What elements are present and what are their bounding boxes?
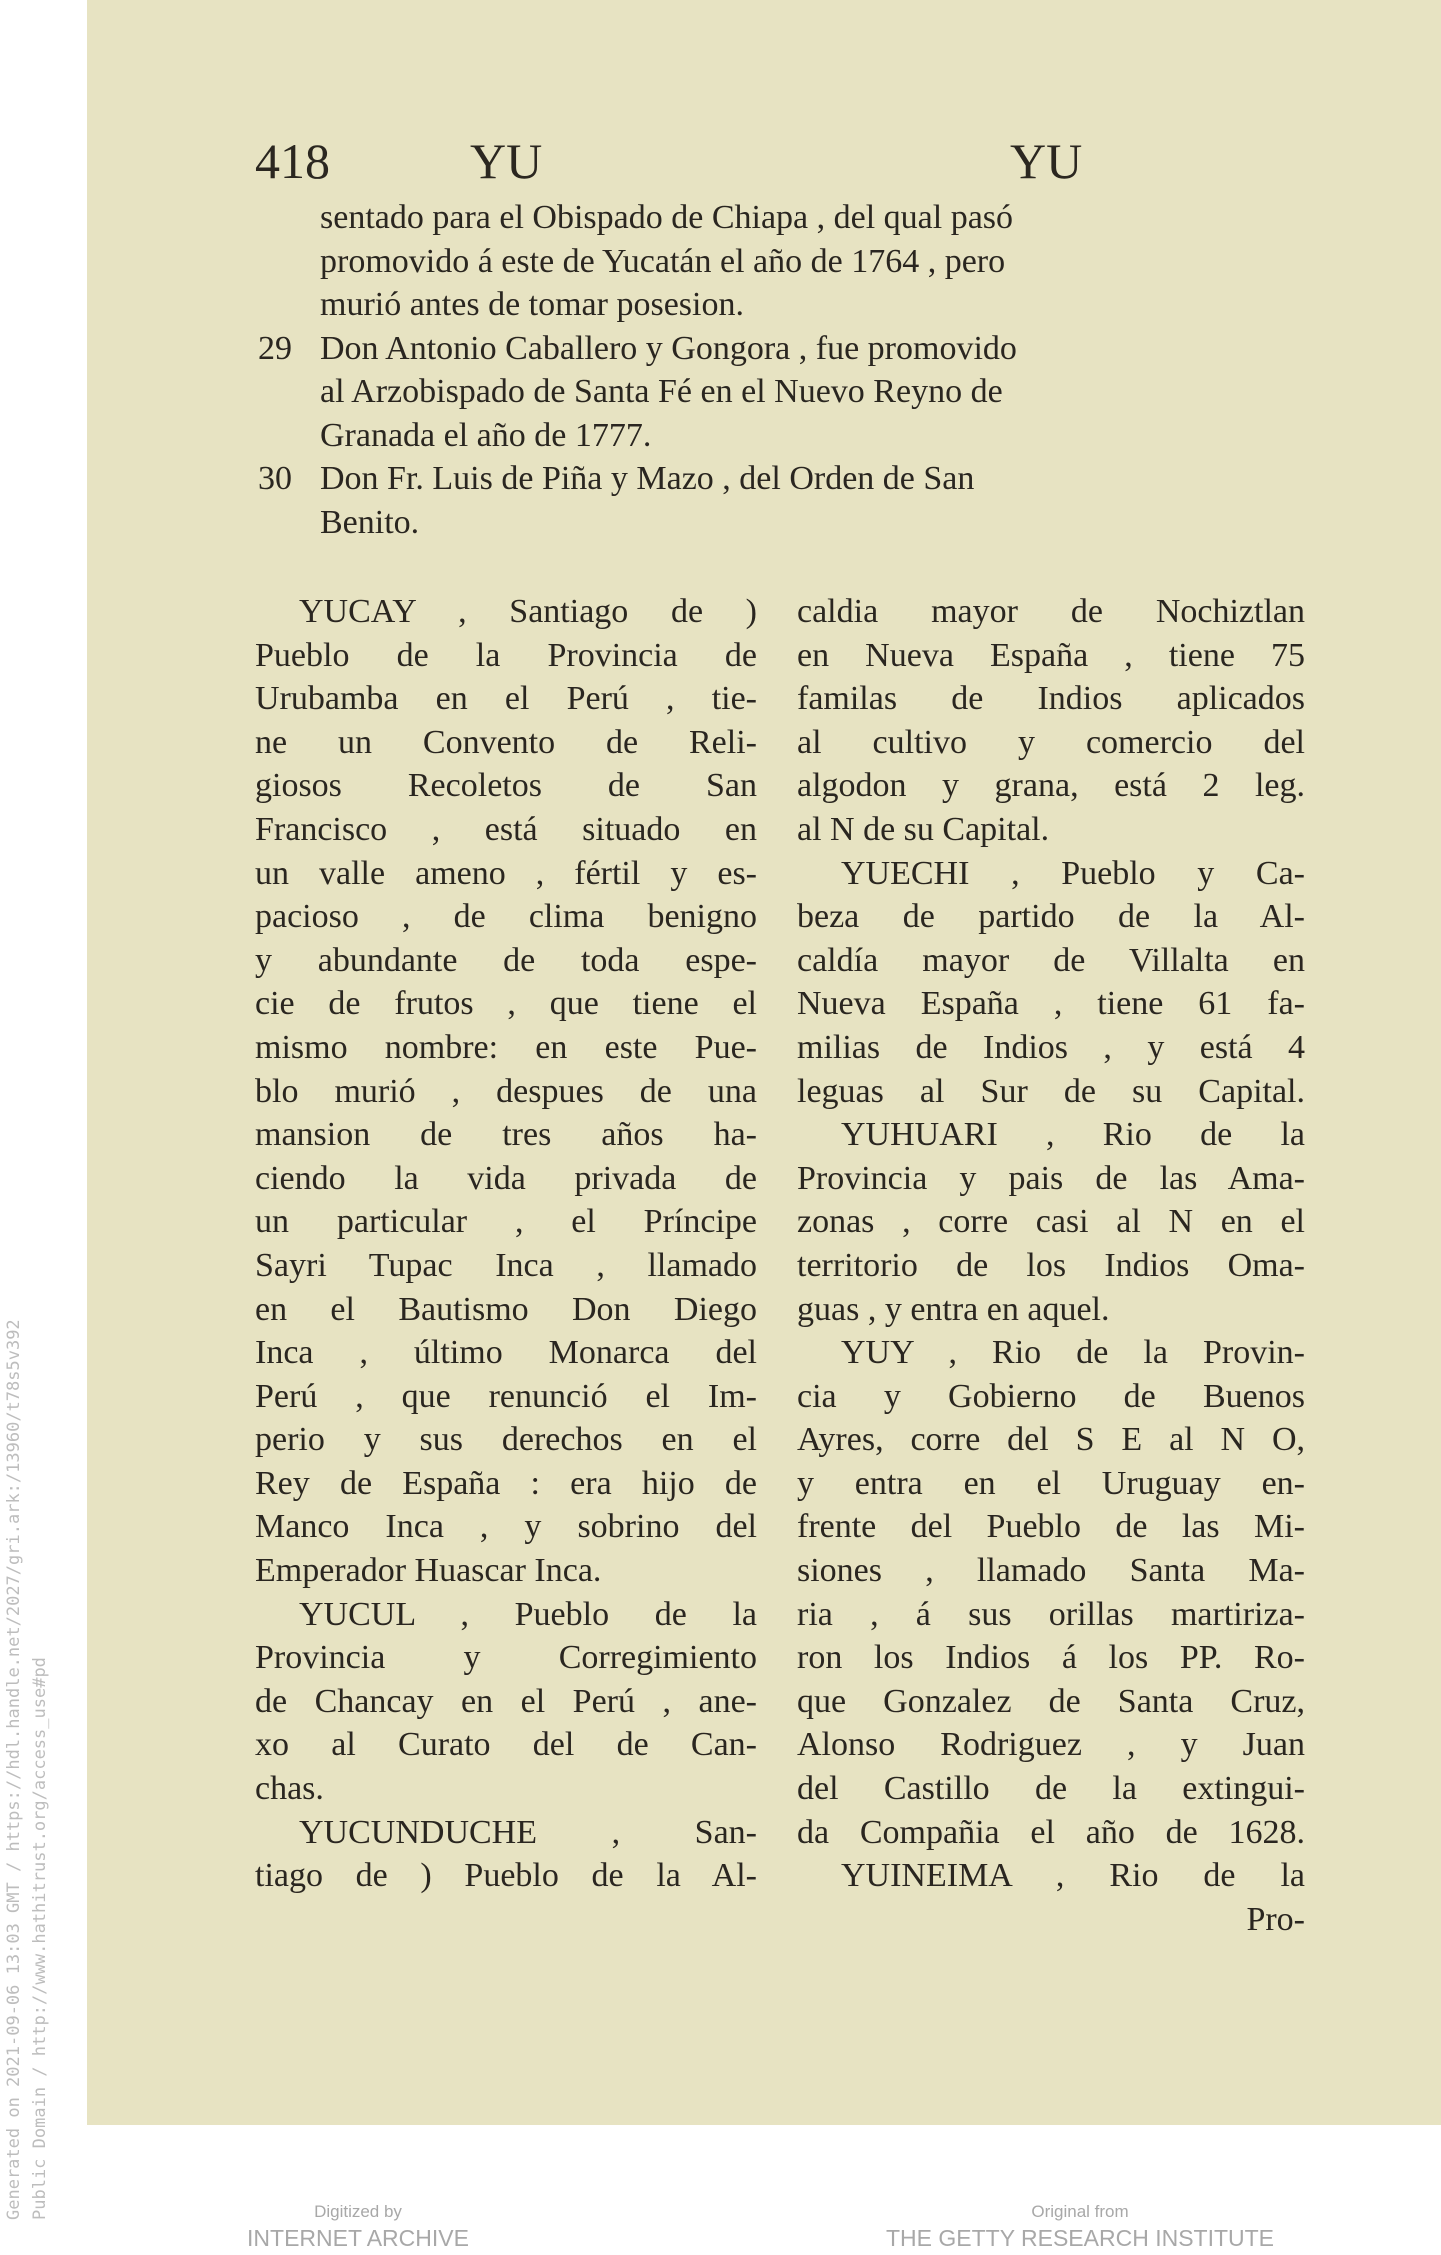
list-line: Granada el año de 1777. [320, 416, 652, 454]
text-line: en Nueva España , tiene 75 [797, 636, 1305, 674]
digitized-by-credit [228, 2201, 488, 2253]
running-head-right: YU [1010, 133, 1083, 189]
text-line: milias de Indios , y está 4 [797, 1028, 1305, 1066]
text-line: YUCAY , Santiago de ) [299, 593, 757, 630]
list-line: murió antes de tomar posesion. [320, 286, 744, 323]
text-line: zonas , corre casi al N en el [797, 1203, 1305, 1241]
stamp-generated-line: Generated on 2021-09-06 13:03 GMT / https://hdl.handle.net/2027/gri.ark:/13960/t78s5v392 [4, 1319, 24, 2220]
text-line: YUY , Rio de la Provin- [841, 1334, 1305, 1372]
text-line: pacioso , de clima benigno [255, 898, 757, 936]
text-line: giosos Recoletos de San [255, 767, 757, 805]
text-line: un valle ameno , fértil y es- [255, 854, 757, 892]
text-line: Provincia y pais de las Ama- [797, 1159, 1305, 1197]
text-line: guas , y entra en aquel. [797, 1290, 1110, 1328]
right-column [797, 590, 1305, 1941]
text-line: Francisco , está situado en [255, 810, 757, 848]
text-line: Nueva España , tiene 61 fa- [797, 985, 1305, 1023]
text-line: territorio de los Indios Oma- [797, 1246, 1305, 1284]
text-line: mismo nombre: en este Pue- [255, 1028, 757, 1066]
text-line: xo al Curato del de Can- [255, 1726, 757, 1764]
running-head-left: YU [470, 133, 543, 189]
internet-archive-label: INTERNET ARCHIVE [247, 2225, 469, 2251]
text-line: cie de frutos , que tiene el [255, 985, 757, 1023]
text-line: de Chancay en el Perú , ane- [255, 1682, 757, 1720]
stamp-rights-line: Public Domain / http://www.hathitrust.org/access_use#pd [30, 1657, 50, 2220]
text-line: caldia mayor de Nochiztlan [797, 593, 1305, 630]
text-line: blo murió , despues de una [255, 1072, 757, 1110]
text-line: da Compañia el año de 1628. [797, 1813, 1305, 1851]
text-line: algodon y grana, está 2 leg. [797, 767, 1305, 805]
text-line: frente del Pueblo de las Mi- [797, 1508, 1305, 1546]
text-line: ciendo la vida privada de [255, 1159, 757, 1197]
text-line: ria , á sus orillas martiriza- [797, 1595, 1305, 1633]
text-line: un particular , el Príncipe [255, 1203, 757, 1241]
catchword: Pro- [1246, 1900, 1305, 1938]
text-line: YUECHI , Pueblo y Ca- [841, 854, 1305, 892]
text-line: Inca , último Monarca del [255, 1334, 757, 1372]
text-line: YUCUL , Pueblo de la [299, 1595, 757, 1633]
original-from-label: Original from [1031, 2202, 1129, 2221]
text-line: chas. [255, 1770, 324, 1808]
text-line: leguas al Sur de su Capital. [797, 1072, 1305, 1110]
text-line: que Gonzalez de Santa Cruz, [797, 1682, 1305, 1720]
bishop-list [258, 196, 1303, 544]
list-line: 29 Don Antonio Caballero y Gongora , fue promovido [258, 327, 1303, 371]
entry-number: 29 [258, 329, 292, 367]
text-line: perio y sus derechos en el [255, 1421, 757, 1459]
text-line: y abundante de toda espe- [255, 941, 757, 979]
text-line: tiago de ) Pueblo de la Al- [255, 1857, 757, 1895]
page-number: 418 [255, 133, 330, 189]
text-line: YUINEIMA , Rio de la [841, 1857, 1305, 1895]
hathitrust-stamp [0, 1060, 70, 2220]
text-line: al cultivo y comercio del [797, 723, 1305, 761]
text-line: y entra en el Uruguay en- [797, 1464, 1305, 1502]
text-line: cia y Gobierno de Buenos [797, 1377, 1305, 1415]
text-line: YUHUARI , Rio de la [841, 1116, 1305, 1154]
text-line: al N de su Capital. [797, 810, 1050, 848]
text-line: Manco Inca , y sobrino del [255, 1508, 757, 1546]
entry-number: 30 [258, 460, 292, 497]
list-line: sentado para el Obispado de Chiapa , del qual pasó [320, 199, 1014, 236]
text-line: Urubamba en el Perú , tie- [255, 680, 757, 718]
text-line: Provincia y Corregimiento [255, 1639, 757, 1677]
text-line: beza de partido de la Al- [797, 898, 1305, 936]
digitized-by-label: Digitized by [314, 2202, 402, 2221]
original-from-credit [860, 2201, 1300, 2253]
text-line: ron los Indios á los PP. Ro- [797, 1639, 1305, 1677]
text-line: ne un Convento de Reli- [255, 723, 757, 761]
text-line: en el Bautismo Don Diego [255, 1290, 757, 1328]
text-line: Emperador Huascar Inca. [255, 1552, 602, 1590]
text-line: familas de Indios aplicados [797, 680, 1305, 718]
text-line: del Castillo de la extingui- [797, 1770, 1305, 1808]
text-line: mansion de tres años ha- [255, 1116, 757, 1154]
text-line: siones , llamado Santa Ma- [797, 1552, 1305, 1590]
text-line: Alonso Rodriguez , y Juan [797, 1726, 1305, 1764]
list-line: 30 Don Fr. Luis de Piña y Mazo , del Orden de San [258, 457, 1303, 501]
list-line: promovido á este de Yucatán el año de 1764 , pero [320, 242, 1006, 280]
list-line: Benito. [320, 503, 420, 541]
getty-institute-label: THE GETTY RESEARCH INSTITUTE [885, 2225, 1275, 2251]
text-line: YUCUNDUCHE , San- [299, 1813, 757, 1851]
text-line: Perú , que renunció el Im- [255, 1377, 757, 1415]
list-line: al Arzobispado de Santa Fé en el Nuevo Reyno de [320, 373, 1003, 410]
text-line: Pueblo de la Provincia de [255, 636, 757, 674]
text-line: Rey de España : era hijo de [255, 1464, 757, 1502]
text-line: Ayres, corre del S E al N O, [797, 1421, 1305, 1459]
left-column [255, 590, 757, 1898]
text-line: Sayri Tupac Inca , llamado [255, 1246, 757, 1284]
text-line: caldía mayor de Villalta en [797, 941, 1305, 979]
